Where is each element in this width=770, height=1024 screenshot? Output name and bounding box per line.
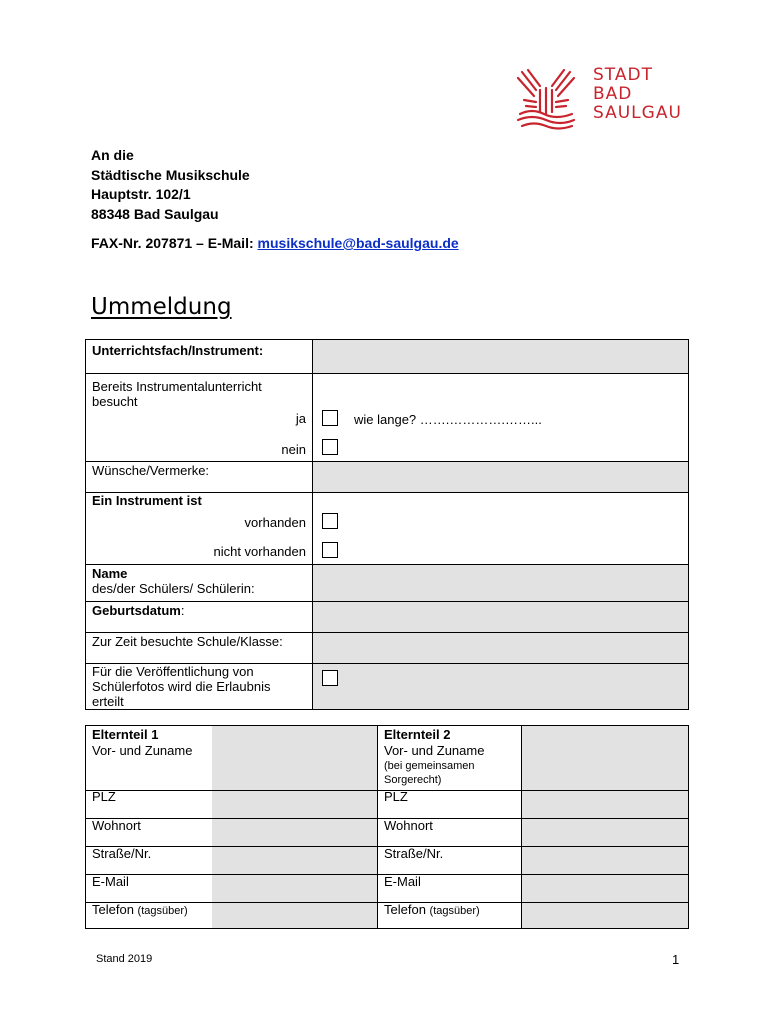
- parents-table: [85, 725, 689, 929]
- parent2-phone-label: [384, 902, 480, 919]
- not-available-label: nicht vorhanden: [213, 544, 306, 559]
- no-checkbox[interactable]: [322, 439, 338, 455]
- school-row: [86, 632, 688, 663]
- wishes-row: [86, 461, 688, 492]
- student-form-table: [85, 339, 689, 710]
- yes-label: ja: [295, 411, 306, 426]
- address-line: Hauptstr. 102/1: [91, 186, 191, 202]
- page-number: 1: [672, 952, 680, 967]
- phone-note: (tagsüber): [429, 905, 480, 917]
- instrument-is-label: Ein Instrument ist: [92, 493, 202, 508]
- name-sublabel: des/der Schülers/ Schülerin:: [92, 581, 255, 596]
- address-line: 88348 Bad Saulgau: [91, 205, 219, 222]
- label-line: besucht: [92, 394, 138, 409]
- photo-permission-checkbox[interactable]: [322, 670, 338, 686]
- recipient-address: [91, 146, 250, 224]
- yes-checkbox[interactable]: [322, 410, 338, 426]
- not-available-checkbox[interactable]: [322, 542, 338, 558]
- parent-phone-row: [86, 902, 688, 929]
- birthdate-label-wrap: [92, 603, 184, 618]
- city-emblem-icon: [514, 66, 578, 130]
- prior-lessons-label: [92, 379, 262, 409]
- parent-email-row: [86, 874, 688, 902]
- parent2-zip-label: PLZ: [384, 789, 408, 804]
- wishes-label: Wünsche/Vermerke:: [92, 463, 210, 478]
- column-divider: [312, 373, 313, 461]
- birthdate-label: Geburtsdatum: [92, 603, 181, 618]
- no-label: nein: [281, 442, 306, 457]
- phone-note: (tagsüber): [137, 905, 188, 917]
- parent2-email-label: E-Mail: [384, 874, 421, 889]
- logo-wordmark: [593, 66, 682, 123]
- student-name-row: [86, 564, 688, 601]
- parent1-zip-label: PLZ: [92, 789, 116, 804]
- page-title: Ummeldung: [91, 294, 232, 320]
- fax-text: FAX-Nr. 207871 – E-Mail:: [91, 235, 258, 251]
- note-line: Sorgerecht): [384, 774, 442, 786]
- label-line: Für die Veröffentlichung von: [92, 664, 254, 679]
- photo-permission-label: [92, 664, 270, 709]
- parent-name-row: [86, 726, 688, 790]
- parent1-street-label: Straße/Nr.: [92, 846, 152, 861]
- footer-version: Stand 2019: [96, 953, 153, 965]
- note-line: (bei gemeinsamen: [384, 760, 475, 772]
- label-line: erteilt: [92, 694, 124, 709]
- how-long-field[interactable]: wie lange? …….………….……...: [354, 412, 542, 427]
- prior-lessons-row: [86, 373, 688, 461]
- parent-street-row: [86, 846, 688, 874]
- name-label: Name: [92, 566, 128, 581]
- instrument-row: [86, 340, 688, 373]
- instrument-label: Unterrichtsfach/Instrument:: [92, 343, 264, 358]
- shared-custody-note: [384, 759, 475, 787]
- parent2-fullname-label: Vor- und Zuname: [384, 743, 485, 758]
- email-link[interactable]: musikschule@bad-saulgau.de: [257, 235, 459, 251]
- phone-label: Telefon: [92, 902, 134, 917]
- parent1-email-label: E-Mail: [92, 874, 129, 889]
- column-divider: [312, 492, 313, 564]
- parent2-city-label: Wohnort: [384, 818, 433, 833]
- address-line: An die: [91, 147, 134, 163]
- birthdate-colon: :: [180, 603, 185, 618]
- contact-line: [91, 235, 459, 251]
- logo-line: BAD: [593, 84, 633, 104]
- parent2-title: Elternteil 2: [384, 727, 451, 742]
- parent2-street-label: Straße/Nr.: [384, 846, 444, 861]
- instrument-availability-row: [86, 492, 688, 564]
- phone-label: Telefon: [384, 902, 426, 917]
- parent-zip-row: [86, 790, 688, 818]
- photo-permission-row: [86, 663, 688, 711]
- address-line: Städtische Musikschule: [91, 166, 250, 183]
- parent1-city-label: Wohnort: [92, 818, 141, 833]
- parent1-phone-label: [92, 902, 188, 919]
- parent1-title: Elternteil 1: [92, 727, 159, 742]
- school-label: Zur Zeit besuchte Schule/Klasse:: [92, 634, 283, 649]
- logo-line: STADT: [593, 65, 653, 85]
- available-label: vorhanden: [244, 515, 306, 530]
- parent-city-row: [86, 818, 688, 846]
- stadt-bad-saulgau-logo: [514, 66, 684, 132]
- label-line: Bereits Instrumentalunterricht: [92, 379, 262, 394]
- birthdate-row: [86, 601, 688, 632]
- logo-line: SAULGAU: [593, 103, 682, 123]
- parent1-fullname-label: Vor- und Zuname: [92, 743, 193, 758]
- label-line: Schülerfotos wird die Erlaubnis: [92, 679, 271, 694]
- available-checkbox[interactable]: [322, 513, 338, 529]
